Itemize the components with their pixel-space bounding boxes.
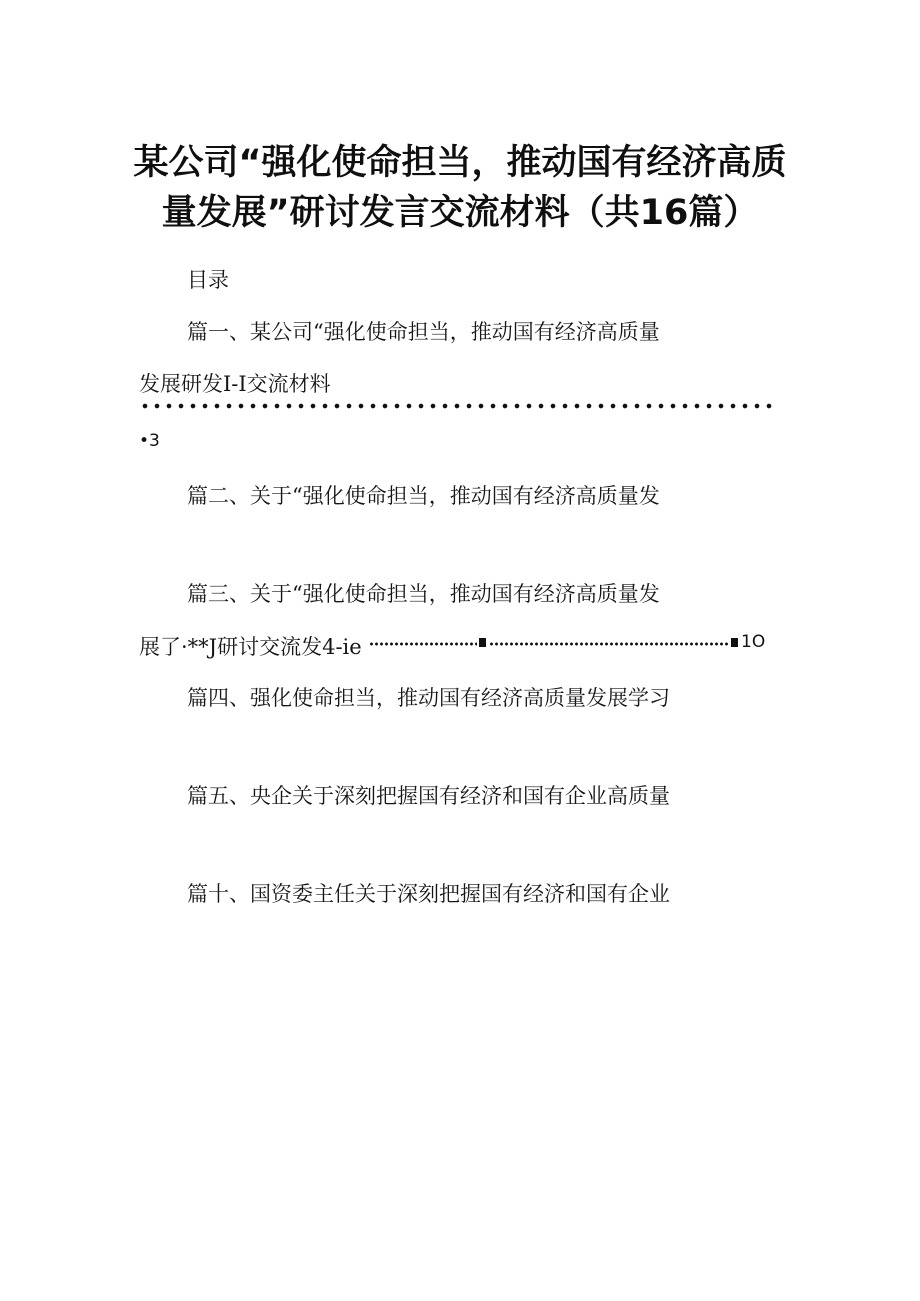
toc-entry-2-line-1[interactable]: 篇二、关于“强化使命担当，推动国有经济高质量发 [187, 484, 660, 508]
toc-entry-3-dot-leader-b [489, 641, 729, 651]
toc-entry-3-leader-mark-b [731, 638, 738, 647]
toc-entry-3-leader-mark-a [479, 638, 486, 647]
toc-entry-1-line-2[interactable]: 发展研发I-I交流材料 [139, 372, 331, 396]
toc-entry-6-line-1[interactable]: 篇十、国资委主任关于深刻把握国有经济和国有企业 [187, 882, 670, 906]
toc-entry-5-line-1[interactable]: 篇五、央企关于深刻把握国有经济和国有企业高质量 [187, 784, 670, 808]
toc-entry-1-line-1[interactable]: 篇一、某公司“强化使命担当，推动国有经济高质量 [187, 320, 660, 344]
document-title-line-1: 某公司“强化使命担当，推动国有经济高质 [133, 143, 787, 183]
toc-heading: 目录 [187, 268, 229, 292]
toc-entry-3-line-2[interactable]: 展了·**J研讨交流发4-ie [139, 635, 362, 659]
toc-entry-3-dot-leader-a [369, 641, 477, 651]
document-title-line-2: 量发展”研讨发言交流材料（共16篇） [161, 193, 759, 233]
toc-entry-3-page-number: 1O [741, 632, 766, 652]
toc-entry-1-page-number: •3 [139, 431, 160, 451]
toc-entry-1-dot-leader [139, 400, 775, 414]
toc-entry-4-line-1[interactable]: 篇四、强化使命担当，推动国有经济高质量发展学习 [187, 686, 670, 710]
toc-entry-3-line-1[interactable]: 篇三、关于“强化使命担当，推动国有经济高质量发 [187, 582, 660, 606]
